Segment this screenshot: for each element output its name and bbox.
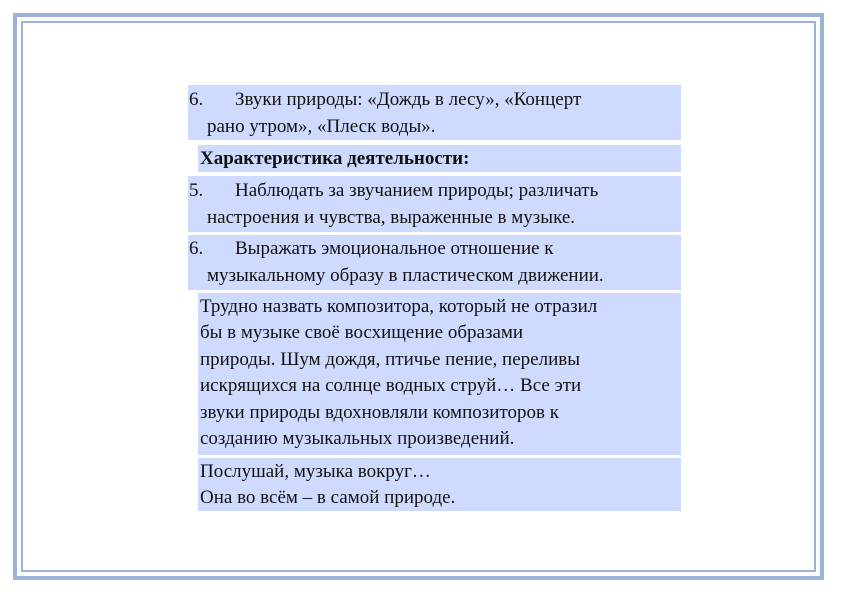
list-item-line: Выражать эмоциональное отношение к xyxy=(235,238,554,259)
list-item-line: рано утром», «Плеск воды». xyxy=(207,116,436,137)
list-item-line: Наблюдать за звучанием природы; различать xyxy=(235,180,599,201)
list-item-line: Звуки природы: «Дождь в лесу», «Концерт xyxy=(235,89,582,110)
paragraph-line: созданию музыкальных произведений. xyxy=(200,428,515,449)
verse-line: Она во всём – в самой природе. xyxy=(200,487,456,508)
list-item-line: настроения и чувства, выраженные в музыке. xyxy=(207,207,576,228)
list-number: 6. xyxy=(189,89,204,110)
paragraph-line: искрящихся на солнце водных струй… Все эти xyxy=(200,375,582,396)
paragraph-line: природы. Шум дождя, птичье пение, переливы xyxy=(200,349,580,370)
section-heading: Характеристика деятельности: xyxy=(200,148,470,169)
verse-line: Послушай, музыка вокруг… xyxy=(200,461,431,482)
list-number: 5. xyxy=(189,180,204,201)
paragraph-line: бы в музыке своё восхищение образами xyxy=(200,322,524,343)
paragraph-line: Трудно назвать композитора, который не отразил xyxy=(200,296,598,317)
list-item-line: музыкальному образу в пластическом движении. xyxy=(207,265,604,286)
list-number: 6. xyxy=(189,238,204,259)
paragraph-line: звуки природы вдохновляли композиторов к xyxy=(200,402,559,423)
